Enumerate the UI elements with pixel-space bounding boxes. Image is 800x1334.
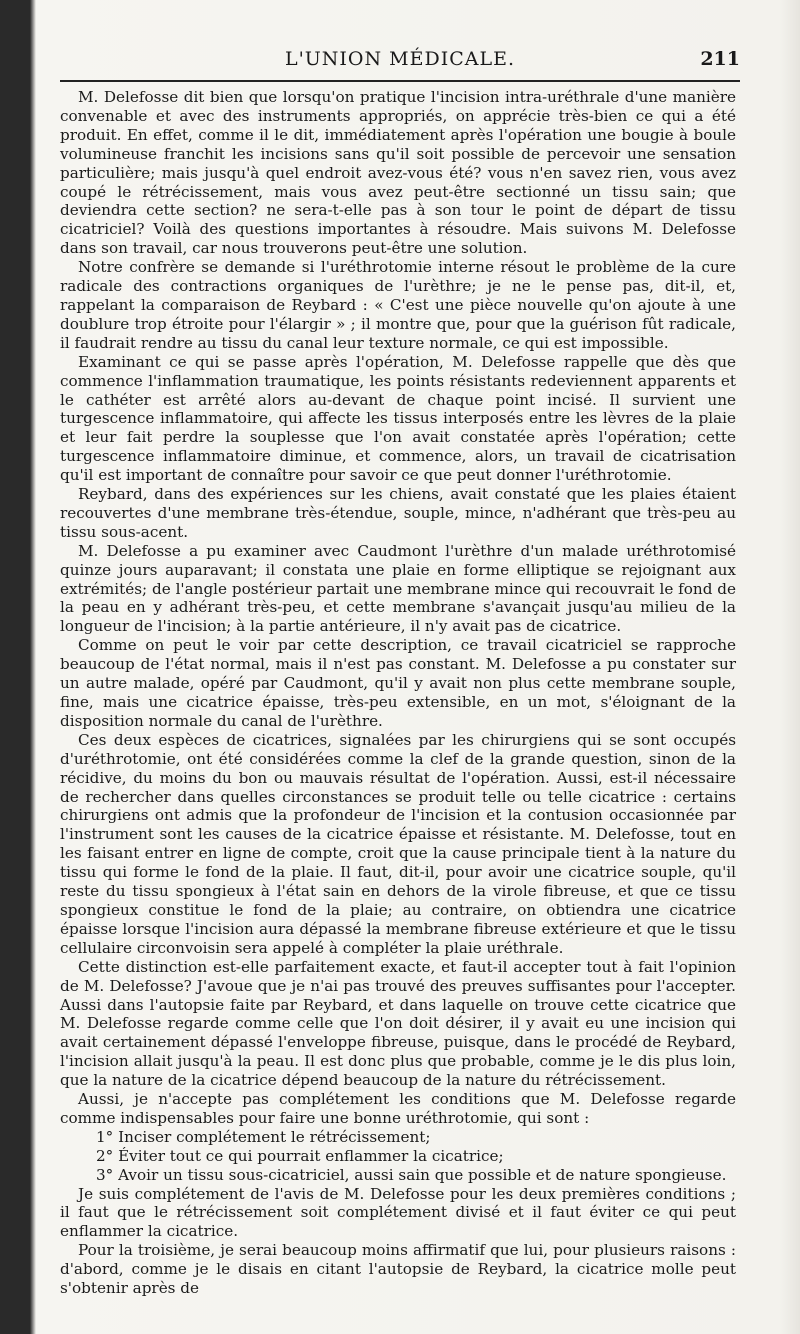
- condition-list-item: 1° Inciser complétement le rétrécissement;: [96, 1127, 431, 1146]
- paragraph: Ces deux espèces de cicatrices, signalées par les chirurgiens qui se sont occupés d'uréthrotomie, ont été considérées comme la clef de la grande question, sinon de la récidive, du moins du bon ou mauvais résultat de l'opération. Aussi, est-il nécessaire de rechercher dans quelles circonstances se produit telle ou telle cicatrice : certains chirurgiens ont admis que la profondeur de l'incision et la contusion occasionnée par l'instrument sont les causes de la cicatrice épaisse et résistante. M. Delefosse, tout en les faisant entrer en ligne de compte, croit que la cause principale tient à la nature du tissu qui forme le fond de la plaie. Il faut, dit-il, pour avoir une cicatrice souple, qu'il reste du tissu spongieux à l'état sain en dehors de la virole fibreuse, et que ce tissu spongieux constitue le fond de la plaie; au contraire, on obtiendra une cicatrice épaisse lorsque l'incision aura dépassé la membrane fibreuse extérieure et que le tissu cellulaire circonvoisin sera appelé à compléter la plaie uréthrale.: [60, 730, 736, 957]
- paragraph: M. Delefosse a pu examiner avec Caudmont l'urèthre d'un malade uréthrotomisé quinze jours auparavant; il constata une plaie en forme elliptique se rejoignant aux extrémités; de l'angle postérieur partait une membrane mince qui recouvrait le fond de la peau en y adhérant très-peu, et cette membrane s'avançait jusqu'au milieu de la longueur de l'incision; à la partie antérieure, il n'y avait pas de cicatrice.: [60, 541, 736, 636]
- paragraph: Reybard, dans des expériences sur les chiens, avait constaté que les plaies étaient recouvertes d'une membrane très-étendue, souple, mince, n'adhérant que très-peu au tissu sous-acent.: [60, 485, 736, 541]
- article-body: [60, 88, 736, 1298]
- paragraph: Aussi, je n'accepte pas complétement les conditions que M. Delefosse regarde comme indispensables pour faire une bonne uréthrotomie, qui sont :: [60, 1090, 736, 1127]
- header-rule: [60, 80, 740, 82]
- paragraph: M. Delefosse dit bien que lorsqu'on pratique l'incision intra-uréthrale d'une manière convenable et avec des instruments appropriés, on apprécie très-bien ce qui a été produit. En effet, comme il le dit, immédiatement après l'opération une bougie à boule volumineuse franchit les incisions sans qu'il soit possible de percevoir une sensation particulière; mais jusqu'à quel endroit avez-vous été? vous n'en savez rien, vous avez coupé le rétrécissement, mais vous avez peut-être sectionné un tissu sain; que deviendra cette section? ne sera-t-elle pas à son tour le point de départ de tissu cicatriciel? Voilà des questions importantes à résoudre. Mais suivons M. Delefosse dans son travail, car nous trouverons peut-être une solution.: [60, 88, 736, 258]
- condition-list-item: 3° Avoir un tissu sous-cicatriciel, aussi sain que possible et de nature spongieuse.: [96, 1165, 727, 1184]
- page-header: [60, 44, 740, 76]
- paragraph: Je suis complétement de l'avis de M. Delefosse pour les deux premières conditions ; il faut que le rétrécissement soit complétement divisé et il faut éviter ce qui peut enflammer la cicatrice.: [60, 1184, 736, 1241]
- page-number: 211: [700, 48, 740, 70]
- paragraph: Examinant ce qui se passe après l'opération, M. Delefosse rappelle que dès que commence l'inflammation traumatique, les points résistants redeviennent apparents et le cathéter est arrêté alors au-devant de chaque point incisé. Il survient une turgescence inflammatoire, qui affecte les tissus interposés entre les lèvres de la plaie et leur fait perdre la souplesse que l'on avait constatée après l'opération; cette turgescence inflammatoire diminue, et commence, alors, un travail de cicatrisation qu'il est important de connaître pour savoir ce que peut donner l'uréthrotomie.: [60, 352, 736, 485]
- paragraph: Comme on peut le voir par cette description, ce travail cicatriciel se rapproche beaucoup de l'état normal, mais il n'est pas constant. M. Delefosse a pu constater sur un autre malade, opéré par Caudmont, qu'il y avait non plus cette membrane souple, fine, mais une cicatrice épaisse, très-peu extensible, en un mot, s'éloignant de la disposition normale du canal de l'urèthre.: [60, 636, 736, 730]
- running-title: L'UNION MÉDICALE.: [284, 48, 516, 70]
- paragraph: Notre confrère se demande si l'uréthrotomie interne résout le problème de la cure radicale des contractions organiques de l'urèthre; je ne le pense pas, dit-il, et, rappelant la comparaison de Reybard : « C'est une pièce nouvelle qu'on ajoute à une doublure trop étroite pour l'élargir » ; il montre que, pour que la guérison fût radicale, il faudrait rendre au tissu du canal leur texture normale, ce qui est impossible.: [60, 258, 736, 352]
- condition-list-item: 2° Éviter tout ce qui pourrait enflammer la cicatrice;: [96, 1146, 504, 1165]
- paragraph: Pour la troisième, je serai beaucoup moins affirmatif que lui, pour plusieurs raisons : d'abord, comme je le disais en citant l'autopsie de Reybard, la cicatrice molle peut s'obtenir après de: [60, 1241, 736, 1298]
- paragraph: Cette distinction est-elle parfaitement exacte, et faut-il accepter tout à fait l'opinion de M. Delefosse? J'avoue que je n'ai pas trouvé des preuves suffisantes pour l'accepter. Aussi dans l'autopsie faite par Reybard, et dans laquelle on trouve cette cicatrice que M. Delefosse regarde comme celle que l'on doit désirer, il y avait eu une incision qui avait certainement dépassé l'enveloppe fibreuse, puisque, dans le procédé de Reybard, l'incision allait jusqu'à la peau. Il est donc plus que probable, comme je le dis plus loin, que la nature de la cicatrice dépend beaucoup de la nature du rétrécissement.: [60, 957, 736, 1090]
